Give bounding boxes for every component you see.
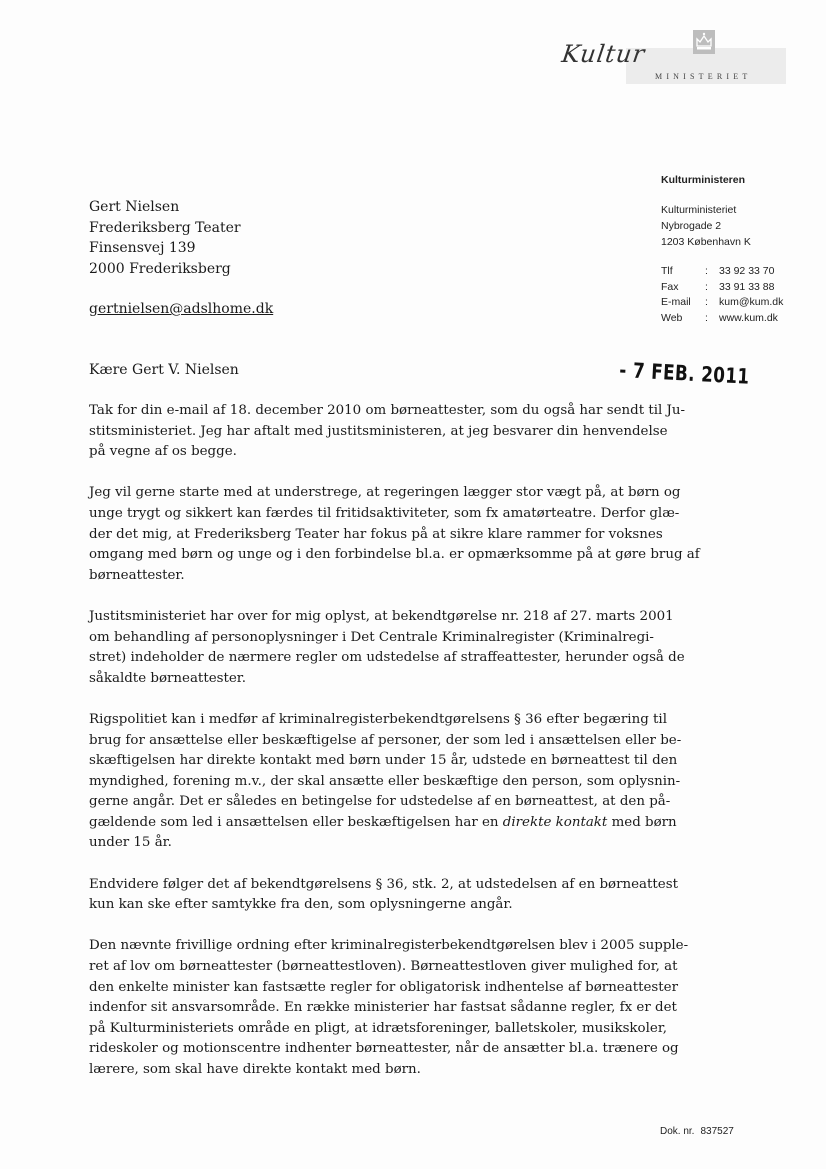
text-line: gerne angår. Det er således en betingelse for udstedelse af en børneattest, at den på- (89, 794, 671, 810)
text-line: Den nævnte frivillige ordning efter kriminalregisterbekendtgørelsen blev i 2005 supple- (89, 938, 689, 954)
paragraph (89, 710, 689, 854)
text-segment: gældende som led i ansættelsen eller beskæftigelsen har en (89, 814, 503, 830)
sender-street: Nybrogade 2 (661, 220, 722, 232)
text-line (89, 813, 689, 834)
text-line: Tak for din e-mail af 18. december 2010 om børneattester, som du også har sendt til Ju- (89, 403, 686, 418)
document-number (660, 1126, 734, 1137)
text-line: på vegne af os begge. (89, 444, 237, 460)
text-line: rideskoler og motionscentre indhenter børneattester, når de ansætter bl.a. trænere og (89, 1041, 679, 1057)
paragraph (89, 936, 689, 1080)
text-line: på Kulturministeriets område en pligt, at idrætsforeninger, balletskoler, musikskoler, (89, 1020, 668, 1036)
contact-phone (661, 264, 783, 280)
text-line: lærere, som skal have direkte kontakt med børn. (89, 1062, 421, 1077)
contact-separator: : (705, 265, 708, 277)
contact-value[interactable]: www.kum.dk (719, 311, 778, 324)
logo-script: Kultur (560, 40, 648, 68)
emphasis-text: direkte kontakt (502, 814, 608, 830)
paragraph (89, 483, 700, 586)
recipient-organization: Frederiksberg Teater (89, 219, 241, 236)
text-line: skæftigelsen har direkte kontakt med børn under 15 år, udstede en børneattest til den (89, 753, 678, 769)
text-line: stret) indeholder de nærmere regler om udstedelse af straffeattester, herunder også de (89, 650, 685, 666)
paragraph (89, 401, 689, 463)
recipient-street: Finsensvej 139 (89, 240, 196, 256)
contact-label: E-mail (661, 296, 691, 308)
contact-web (661, 311, 783, 327)
contact-value: 33 91 33 88 (719, 280, 775, 293)
text-line: stitsministeriet. Jeg har aftalt med justitsministeren, at jeg besvarer din henvendelse (89, 423, 668, 439)
paragraph (89, 875, 689, 916)
text-line: brug for ansættelse eller beskæftigelse af personer, der som led i ansættelsen eller be- (89, 732, 682, 748)
text-segment: med børn (607, 814, 677, 830)
text-line: myndighed, forening m.v., der skal ansætte eller beskæftige den person, som oplysnin- (89, 773, 681, 789)
contact-separator: : (705, 311, 708, 324)
doc-number-value: 837527 (700, 1126, 734, 1137)
sender-city: 1203 København K (661, 236, 751, 248)
text-line: Justitsministeriet har over for mig oplyst, at bekendtgørelse nr. 218 af 27. marts 2001 (89, 608, 674, 624)
sender-block (661, 172, 783, 326)
text-line: ret af lov om børneattester (børneattestloven). Børneattestloven giver mulighed for, at (89, 959, 678, 975)
text-line: såkaldte børneattester. (89, 670, 246, 686)
text-line: under 15 år. (89, 835, 172, 851)
contact-fax (661, 280, 783, 296)
text-line: Jeg vil gerne starte med at understrege, at regeringen lægger stor vægt på, at børn og (89, 485, 681, 501)
text-line: indenfor sit ansvarsområde. En række ministerier har fastsat sådanne regler, fx er det (89, 1000, 677, 1016)
contact-list (661, 264, 783, 326)
text-line: kun kan ske efter samtykke fra den, som oplysningerne angår. (89, 897, 513, 913)
logo-subtitle: MINISTERIET (655, 72, 752, 81)
text-line: der det mig, at Frederiksberg Teater har fokus på at sikre klare rammer for voksnes (89, 526, 663, 542)
doc-number-label: Dok. nr. (660, 1126, 695, 1137)
recipient-email-link[interactable]: gertnielsen@adslhome.dk (89, 301, 274, 317)
sender-title: Kulturministeren (661, 174, 746, 186)
contact-value: 33 92 33 70 (719, 265, 775, 277)
letter-body (89, 401, 700, 1101)
text-line: Endvidere følger det af bekendtgørelsens § 36, stk. 2, at udstedelsen af en børneattest (89, 876, 678, 892)
kulturministeriet-logo (560, 28, 786, 88)
contact-separator: : (705, 280, 708, 293)
text-line: børneattester. (89, 567, 185, 583)
text-line: den enkelte minister kan fastsætte regler for obligatorisk indhentelse af børneattester (89, 979, 678, 995)
paragraph (89, 607, 689, 689)
date-stamp: - 7 FEB. 2011 (618, 358, 751, 389)
text-line: Rigspolitiet kan i medfør af kriminalregisterbekendtgørelsens § 36 efter begæring til (89, 711, 667, 727)
contact-email (661, 295, 783, 311)
text-line: omgang med børn og unge og i den forbindelse bl.a. er opmærksomme på at gøre brug af (89, 547, 700, 563)
crown-icon (693, 30, 715, 54)
contact-value[interactable]: kum@kum.dk (719, 296, 784, 308)
sender-organization: Kulturministeriet (661, 204, 737, 216)
recipient-name: Gert Nielsen (89, 199, 180, 215)
contact-label: Web (661, 311, 683, 324)
text-line: om behandling af personoplysninger i Det Centrale Kriminalregister (Kriminalregi- (89, 629, 654, 645)
text-line: unge trygt og sikkert kan færdes til fritidsaktiviteter, som fx amatørteatre. Derfor glæ- (89, 505, 680, 521)
contact-label: Tlf (661, 265, 673, 277)
contact-label: Fax (661, 280, 679, 293)
recipient-city: 2000 Frederiksberg (89, 260, 231, 277)
contact-separator: : (705, 296, 708, 308)
recipient-block (89, 197, 273, 320)
salutation: Kære Gert V. Nielsen (89, 362, 239, 378)
